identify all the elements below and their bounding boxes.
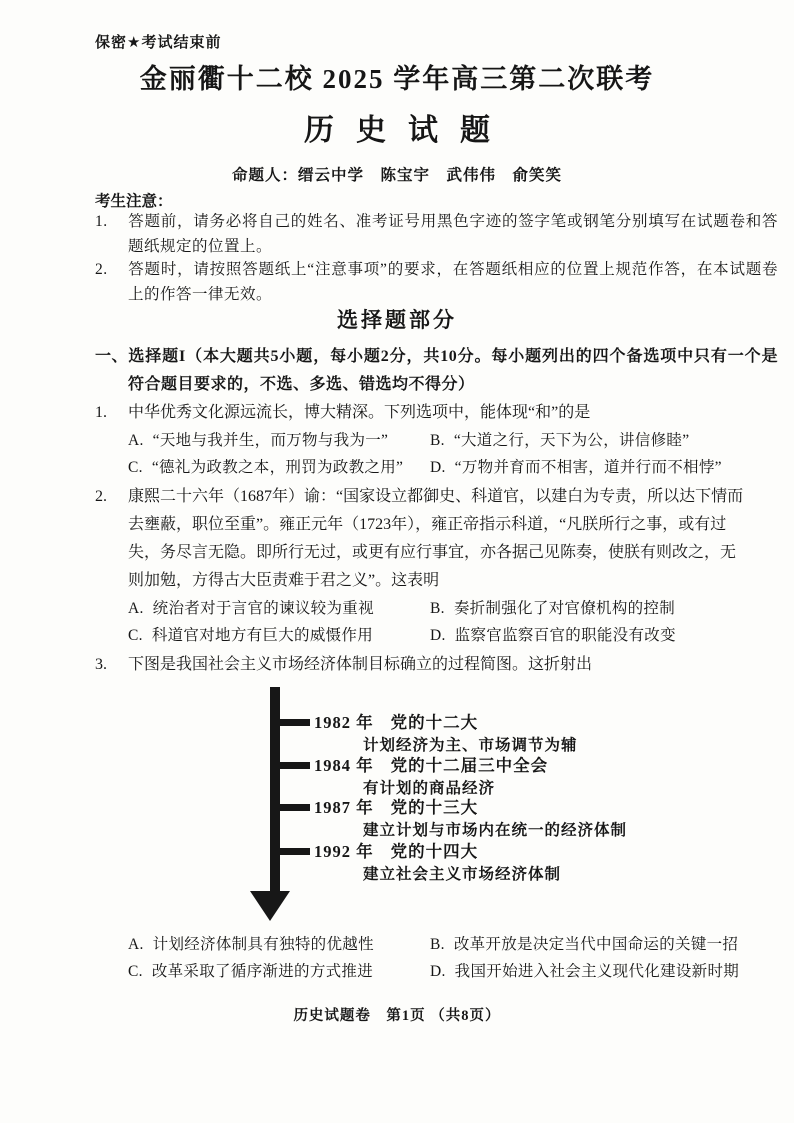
notice-item-2-text: 答题时，请按照答题纸上“注意事项”的要求，在答题纸相应的位置上规范作答，在本试题卷上的作答一律无效。 bbox=[128, 261, 778, 303]
part-heading: 选择题部分 bbox=[337, 308, 457, 332]
timeline-description: 建立计划与市场内在统一的经济体制 bbox=[363, 822, 628, 839]
question-2-option-d bbox=[430, 622, 676, 649]
timeline-entry-heading bbox=[314, 754, 548, 777]
notice-item-2-number: 2. bbox=[95, 261, 108, 278]
option-label: C. bbox=[128, 627, 143, 644]
question-3-option-c bbox=[128, 958, 430, 985]
question-1-stem bbox=[95, 399, 745, 427]
timeline-description: 建立社会主义市场经济体制 bbox=[363, 866, 562, 883]
timeline-tick bbox=[280, 719, 310, 726]
notice-item-1-text: 答题前，请务必将自己的姓名、准考证号用黑色字迹的签字笔或钢笔分别填写在试题卷和答题纸规定的位置上。 bbox=[128, 213, 778, 255]
question-3-option-b bbox=[430, 931, 738, 958]
exam-title: 金丽衢十二校 2025 学年高三第二次联考 bbox=[139, 64, 655, 94]
option-text: 奏折制强化了对官僚机构的控制 bbox=[453, 600, 676, 617]
timeline-tick bbox=[280, 762, 310, 769]
timeline-tick bbox=[280, 804, 310, 811]
question-1-option-d bbox=[430, 454, 722, 481]
question-2-option-row bbox=[128, 595, 745, 622]
option-label: D. bbox=[430, 963, 446, 980]
timeline-entry-heading bbox=[314, 796, 627, 819]
option-label: A. bbox=[128, 936, 144, 953]
section-intro-number: 一、 bbox=[95, 348, 129, 365]
question-3-option-row bbox=[128, 931, 745, 958]
option-text: “大道之行，天下为公，讲信修睦” bbox=[453, 432, 690, 449]
option-text: 监察官监察百官的职能没有改变 bbox=[454, 627, 676, 644]
option-text: 科道官对地方有巨大的威慑作用 bbox=[151, 627, 374, 644]
timeline-year: 1987 年 bbox=[314, 798, 374, 817]
section-intro-text: 选择题I（本大题共5小题，每小题2分，共10分。每小题列出的四个备选项中只有一个是符合题目要求的，不选、多选、错选均不得分） bbox=[128, 348, 778, 393]
option-text: 我国开始进入社会主义现代化建设新时期 bbox=[454, 963, 740, 980]
notice-heading: 考生注意： bbox=[95, 193, 173, 210]
option-text: 改革采取了循序渐进的方式推进 bbox=[151, 963, 374, 980]
timeline-entry-heading bbox=[314, 840, 561, 863]
question-2-option-row bbox=[128, 622, 745, 649]
authors-line: 命题人：缙云中学 陈宝宇 武伟伟 俞笑笑 bbox=[231, 167, 562, 184]
option-label: B. bbox=[430, 600, 445, 617]
question-1-number: 1. bbox=[95, 404, 107, 421]
notice-item-1-number: 1. bbox=[95, 213, 108, 230]
timeline-year: 1984 年 bbox=[314, 756, 374, 775]
option-label: A. bbox=[128, 432, 144, 449]
option-label: A. bbox=[128, 600, 144, 617]
timeline-entry-heading bbox=[314, 711, 578, 734]
question-3-option-row bbox=[128, 958, 745, 985]
question-3-stem bbox=[95, 651, 745, 679]
question-2-stem bbox=[95, 483, 745, 595]
option-label: C. bbox=[128, 963, 143, 980]
timeline-tick bbox=[280, 848, 310, 855]
question-3-number: 3. bbox=[95, 656, 107, 673]
question-1-option-row bbox=[128, 454, 745, 481]
option-label: B. bbox=[430, 936, 445, 953]
section-intro bbox=[95, 343, 778, 399]
question-2 bbox=[95, 483, 745, 649]
option-label: D. bbox=[430, 627, 446, 644]
question-2-number: 2. bbox=[95, 488, 107, 505]
question-1-option-row bbox=[128, 427, 745, 454]
timeline-entry-1987 bbox=[314, 796, 627, 842]
question-3-stem-text: 下图是我国社会主义市场经济体制目标确立的过程简图。这折射出 bbox=[128, 656, 593, 673]
question-1-stem-text: 中华优秀文化源远流长，博大精深。下列选项中，能体现“和”的是 bbox=[128, 404, 591, 421]
option-label: B. bbox=[430, 432, 445, 449]
question-2-stem-text: 康熙二十六年（1687年）谕：“国家设立都御史、科道官，以建白为专责，所以达下情而去壅蔽，职位至重”。雍正元年（1723年），雍正帝指示科道，“凡朕所行之事，或有过失，务尽言无隐。即所行无过，或更有应行事宜，亦各据己见陈奏，使朕有则改之，无则加勉，方得古大臣责难于君之义”。这表明 bbox=[128, 488, 744, 589]
timeline-year: 1992 年 bbox=[314, 842, 374, 861]
notice-item-1 bbox=[95, 210, 778, 259]
question-1-option-b bbox=[430, 427, 689, 454]
timeline-year: 1982 年 bbox=[314, 713, 374, 732]
timeline-event: 党的十三大 bbox=[390, 798, 479, 817]
timeline-description: 计划经济为主、市场调节为辅 bbox=[363, 737, 578, 754]
question-1 bbox=[95, 399, 745, 481]
timeline-entry-1984 bbox=[314, 754, 548, 800]
question-3-option-a bbox=[128, 931, 430, 958]
option-text: “天地与我并生，而万物与我为一” bbox=[152, 432, 389, 449]
question-1-option-a bbox=[128, 427, 430, 454]
question-2-option-b bbox=[430, 595, 675, 622]
timeline-description: 有计划的商品经济 bbox=[363, 780, 496, 797]
notice-item-2 bbox=[95, 258, 778, 307]
timeline-event: 党的十二届三中全会 bbox=[390, 756, 549, 775]
timeline-entry-1992 bbox=[314, 840, 561, 886]
question-3-option-d bbox=[430, 958, 739, 985]
option-label: C. bbox=[128, 459, 143, 476]
option-text: “万物并育而不相害，道并行而不相悖” bbox=[454, 459, 722, 476]
timeline-event: 党的十四大 bbox=[390, 842, 479, 861]
question-2-option-a bbox=[128, 595, 430, 622]
question-2-option-c bbox=[128, 622, 430, 649]
timeline-axis bbox=[270, 687, 280, 893]
option-text: “德礼为政教之本，刑罚为政教之用” bbox=[151, 459, 404, 476]
option-text: 改革开放是决定当代中国命运的关键一招 bbox=[453, 936, 739, 953]
option-text: 统治者对于言官的谏议较为重视 bbox=[152, 600, 374, 617]
timeline-event: 党的十二大 bbox=[390, 713, 479, 732]
secrecy-notice: 保密★考试结束前 bbox=[95, 34, 222, 51]
timeline-arrow-icon bbox=[250, 891, 290, 921]
timeline-figure bbox=[95, 679, 745, 925]
option-label: D. bbox=[430, 459, 446, 476]
question-1-option-c bbox=[128, 454, 430, 481]
option-text: 计划经济体制具有独特的优越性 bbox=[152, 936, 374, 953]
subject-title: 历史试题 bbox=[304, 114, 512, 147]
timeline-entry-1982 bbox=[314, 711, 578, 757]
question-3 bbox=[95, 651, 745, 985]
page-footer: 历史试题卷 第1页 （共8页） bbox=[293, 1008, 501, 1024]
